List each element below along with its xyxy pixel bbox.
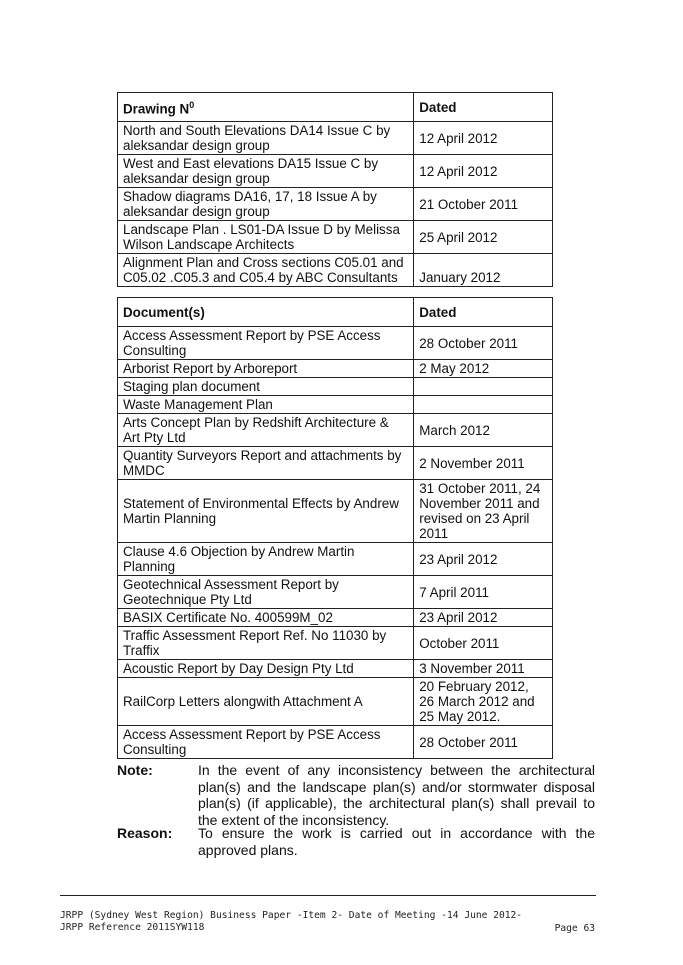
document-date: 23 April 2012 [414,609,553,627]
drawing-date: 25 April 2012 [414,221,553,254]
drawings-header-sup: 0 [189,99,195,110]
document-item: Arborist Report by Arboreport [118,360,414,378]
note-text: In the event of any inconsistency between the architectural plan(s) and the landscape plan(s) and/or stormwater disposal plan(s) (if applicable), the architectural plan(s) shall prevail to the extent of the inconsistency. [198,762,595,828]
drawings-table [117,92,553,287]
table-row [118,396,553,414]
table-row [118,414,553,447]
table-row [118,188,553,221]
drawing-item: West and East elevations DA15 Issue C by aleksandar design group [118,155,414,188]
drawings-header-row [118,93,553,122]
table-row [118,378,553,396]
table-row [118,627,553,660]
document-item: Arts Concept Plan by Redshift Architecture & Art Pty Ltd [118,414,414,447]
drawings-header-dated: Dated [414,93,553,122]
document-item: Access Assessment Report by PSE Access Consulting [118,327,414,360]
table-row [118,360,553,378]
document-date: 20 February 2012, 26 March 2012 and 25 May 2012. [414,678,553,726]
document-date: 3 November 2011 [414,660,553,678]
table-row [118,726,553,759]
document-item: BASIX Certificate No. 400599M_02 [118,609,414,627]
document-item: Acoustic Report by Day Design Pty Ltd [118,660,414,678]
drawing-item: Landscape Plan . LS01-DA Issue D by Melissa Wilson Landscape Architects [118,221,414,254]
drawing-date: January 2012 [414,254,553,287]
document-date: 31 October 2011, 24 November 2011 and revised on 23 April 2011 [414,480,553,543]
document-date: 28 October 2011 [414,726,553,759]
table-row [118,155,553,188]
drawing-item: Alignment Plan and Cross sections C05.01 and C05.02 .C05.3 and C05.4 by ABC Consultants [118,254,414,287]
footer-reference-line: JRPP Reference 2011SYW118 [60,922,205,933]
document-date: 23 April 2012 [414,543,553,576]
drawing-item: North and South Elevations DA14 Issue C by aleksandar design group [118,122,414,155]
footer-divider [60,895,596,896]
footer-meeting-line: JRPP (Sydney West Region) Business Paper -Item 2- Date of Meeting -14 June 2012- [60,910,523,921]
table-row [118,660,553,678]
document-date: 2 November 2011 [414,447,553,480]
table-row [118,254,553,287]
document-date: 28 October 2011 [414,327,553,360]
drawings-header-label: Drawing N [123,101,190,117]
table-row [118,609,553,627]
document-date: October 2011 [414,627,553,660]
table-row [118,543,553,576]
document-item: Quantity Surveyors Report and attachments by MMDC [118,447,414,480]
table-row [118,447,553,480]
reason-text: To ensure the work is carried out in accordance with the approved plans. [198,825,595,858]
document-date: 7 April 2011 [414,576,553,609]
table-row [118,480,553,543]
documents-header-dated: Dated [414,298,553,327]
document-item: Clause 4.6 Objection by Andrew Martin Planning [118,543,414,576]
page-number: Page 63 [554,923,595,934]
document-item: Geotechnical Assessment Report by Geotechnique Pty Ltd [118,576,414,609]
documents-table [117,297,553,759]
table-row [118,576,553,609]
document-date [414,378,553,396]
documents-header-row [118,298,553,327]
document-date: 2 May 2012 [414,360,553,378]
document-item: Waste Management Plan [118,396,414,414]
table-row [118,221,553,254]
table-row [118,678,553,726]
document-date: March 2012 [414,414,553,447]
reason-block [117,825,595,859]
document-item: Staging plan document [118,378,414,396]
document-item: Access Assessment Report by PSE Access Consulting [118,726,414,759]
document-date [414,396,553,414]
drawing-date: 12 April 2012 [414,155,553,188]
note-block [117,762,595,828]
note-label: Note: [117,762,153,778]
document-item: Statement of Environmental Effects by Andrew Martin Planning [118,480,414,543]
table-row [118,327,553,360]
reason-label: Reason: [117,825,173,841]
document-item: Traffic Assessment Report Ref. No 11030 by Traffix [118,627,414,660]
documents-header-document: Document(s) [118,298,414,327]
table-row [118,122,553,155]
drawing-date: 12 April 2012 [414,122,553,155]
drawings-header-drawing [118,93,414,122]
document-item: RailCorp Letters alongwith Attachment A [118,678,414,726]
drawing-date: 21 October 2011 [414,188,553,221]
drawing-item: Shadow diagrams DA16, 17, 18 Issue A by aleksandar design group [118,188,414,221]
